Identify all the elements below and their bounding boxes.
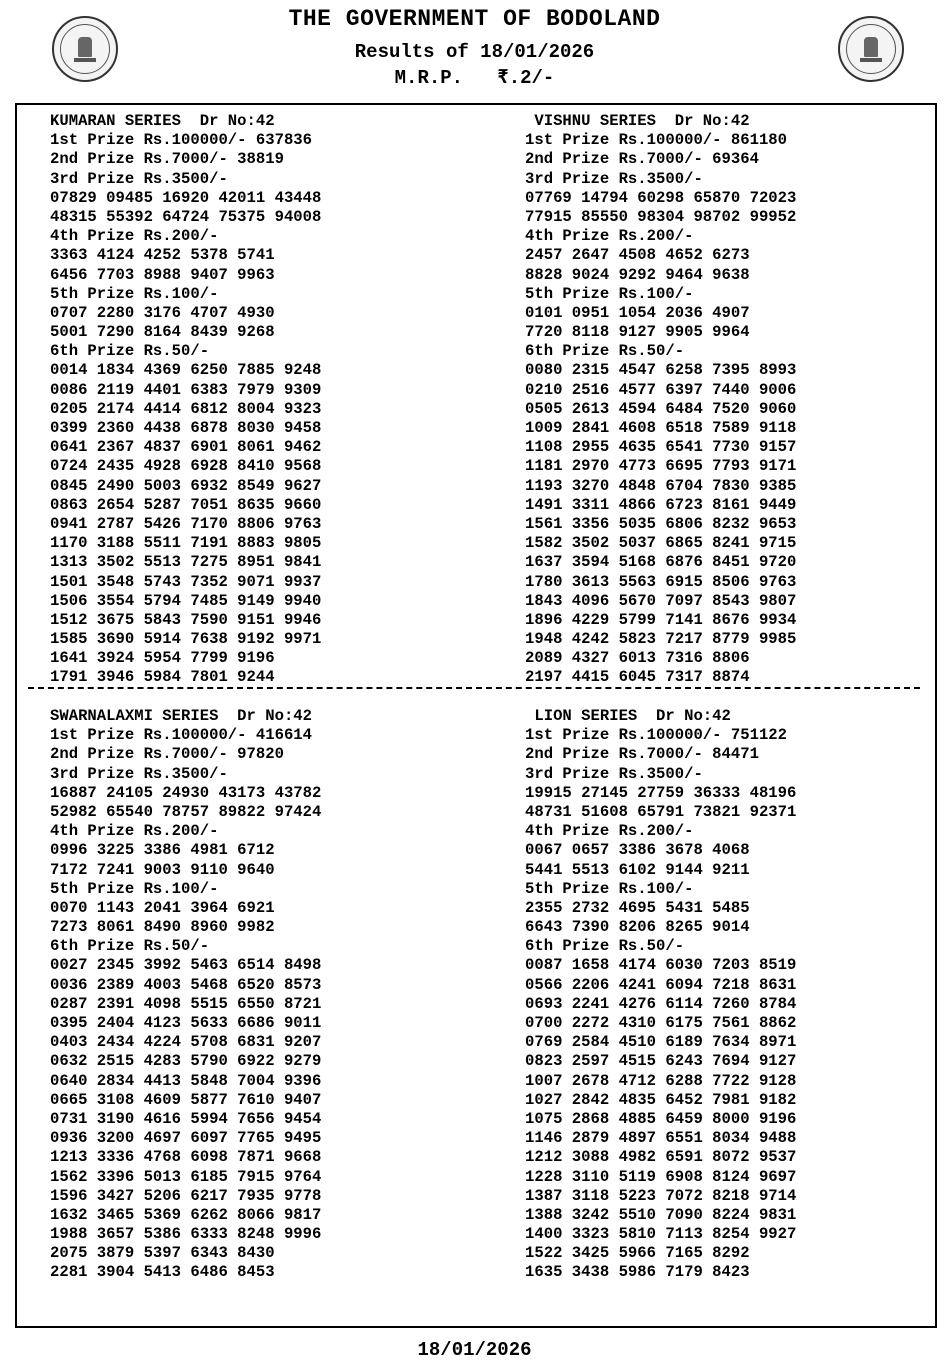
fourth-prize-numbers: 2457 2647 4508 4652 6273	[525, 246, 750, 265]
fourth-prize-numbers: 0996 3225 3386 4981 6712	[50, 841, 275, 860]
fourth-prize-numbers: 6456 7703 8988 9407 9963	[50, 265, 275, 284]
sixth-prize-numbers: 0086 2119 4401 6383 7979 9309	[50, 380, 322, 399]
sixth-prize-numbers: 1313 3502 5513 7275 8951 9841	[50, 553, 322, 572]
sixth-prize-numbers: 1501 3548 5743 7352 9071 9937	[50, 572, 322, 591]
sixth-prize-numbers: 1213 3336 4768 6098 7871 9668	[50, 1148, 322, 1167]
sixth-prize-numbers: 1108 2955 4635 6541 7730 9157	[525, 438, 797, 457]
series-title: LION SERIES Dr No:42	[525, 707, 731, 725]
fifth-prize-numbers: 0101 0951 1054 2036 4907	[525, 303, 750, 322]
sixth-prize-numbers: 0210 2516 4577 6397 7440 9006	[525, 380, 797, 399]
sixth-prize-numbers: 0863 2654 5287 7051 8635 9660	[50, 495, 322, 514]
fourth-prize-numbers: 0067 0657 3386 3678 4068	[525, 841, 750, 860]
sixth-prize-numbers: 1212 3088 4982 6591 8072 9537	[525, 1148, 797, 1167]
third-prize-numbers: 16887 24105 24930 43173 43782	[50, 783, 322, 802]
third-prize-numbers: 07769 14794 60298 65870 72023	[525, 188, 797, 207]
fifth-prize-numbers: 7720 8118 9127 9905 9964	[525, 323, 750, 342]
sixth-prize-numbers: 1193 3270 4848 6704 7830 9385	[525, 476, 797, 495]
sixth-prize-numbers: 1585 3690 5914 7638 9192 9971	[50, 630, 322, 649]
second-prize: 2nd Prize Rs.7000/- 84471	[525, 745, 759, 764]
fourth-prize-numbers: 8828 9024 9292 9464 9638	[525, 265, 750, 284]
first-prize: 1st Prize Rs.100000/- 416614	[50, 726, 313, 745]
sixth-prize-numbers: 1506 3554 5794 7485 9149 9940	[50, 591, 322, 610]
sixth-prize-numbers: 1596 3427 5206 6217 7935 9778	[50, 1186, 322, 1205]
sixth-prize-numbers: 2197 4415 6045 7317 8874	[525, 668, 750, 687]
sixth-prize-numbers: 1561 3356 5035 6806 8232 9653	[525, 514, 797, 533]
second-prize: 2nd Prize Rs.7000/- 38819	[50, 150, 284, 169]
third-prize-numbers: 19915 27145 27759 36333 48196	[525, 783, 797, 802]
sixth-prize-numbers: 0403 2434 4224 5708 6831 9207	[50, 1033, 322, 1052]
sixth-prize-numbers: 1562 3396 5013 6185 7915 9764	[50, 1167, 322, 1186]
sixth-prize-numbers: 0724 2435 4928 6928 8410 9568	[50, 457, 322, 476]
fifth-prize-heading: 5th Prize Rs.100/-	[50, 879, 219, 898]
fifth-prize-heading: 5th Prize Rs.100/-	[525, 284, 694, 303]
first-prize: 1st Prize Rs.100000/- 637836	[50, 131, 313, 150]
sixth-prize-numbers: 1007 2678 4712 6288 7722 9128	[525, 1071, 797, 1090]
sixth-prize-numbers: 0640 2834 4413 5848 7004 9396	[50, 1071, 322, 1090]
sixth-prize-numbers: 0027 2345 3992 5463 6514 8498	[50, 956, 322, 975]
sixth-prize-numbers: 2075 3879 5397 6343 8430	[50, 1244, 275, 1263]
second-prize: 2nd Prize Rs.7000/- 69364	[525, 150, 759, 169]
sixth-prize-numbers: 1075 2868 4885 6459 8000 9196	[525, 1109, 797, 1128]
bodoland-seal-left-icon	[52, 16, 118, 82]
sixth-prize-numbers: 2281 3904 5413 6486 8453	[50, 1263, 275, 1282]
sixth-prize-numbers: 1170 3188 5511 7191 8883 9805	[50, 534, 322, 553]
fourth-prize-heading: 4th Prize Rs.200/-	[50, 822, 219, 841]
sixth-prize-numbers: 0036 2389 4003 5468 6520 8573	[50, 975, 322, 994]
fifth-prize-numbers: 7273 8061 8490 8960 9982	[50, 918, 275, 937]
fifth-prize-heading: 5th Prize Rs.100/-	[50, 284, 219, 303]
sixth-prize-numbers: 0769 2584 4510 6189 7634 8971	[525, 1033, 797, 1052]
sixth-prize-numbers: 0941 2787 5426 7170 8806 9763	[50, 514, 322, 533]
sixth-prize-numbers: 0632 2515 4283 5790 6922 9279	[50, 1052, 322, 1071]
sixth-prize-numbers: 1637 3594 5168 6876 8451 9720	[525, 553, 797, 572]
sixth-prize-numbers: 0641 2367 4837 6901 8061 9462	[50, 438, 322, 457]
sixth-prize-numbers: 1009 2841 4608 6518 7589 9118	[525, 419, 797, 437]
sixth-prize-heading: 6th Prize Rs.50/-	[50, 937, 210, 956]
sixth-prize-numbers: 1632 3465 5369 6262 8066 9817	[50, 1205, 322, 1224]
fifth-prize-numbers: 5001 7290 8164 8439 9268	[50, 323, 275, 342]
sixth-prize-numbers: 1522 3425 5966 7165 8292	[525, 1244, 750, 1263]
third-prize-numbers: 07829 09485 16920 42011 43448	[50, 188, 322, 207]
third-prize-heading: 3rd Prize Rs.3500/-	[525, 169, 703, 188]
series-title: SWARNALAXMI SERIES Dr No:42	[50, 707, 313, 725]
series-title: VISHNU SERIES Dr No:42	[525, 112, 750, 130]
sixth-prize-numbers: 1181 2970 4773 6695 7793 9171	[525, 457, 797, 476]
third-prize-heading: 3rd Prize Rs.3500/-	[525, 764, 703, 783]
fourth-prize-numbers: 5441 5513 6102 9144 9211	[525, 860, 750, 879]
sixth-prize-numbers: 0700 2272 4310 6175 7561 8862	[525, 1014, 797, 1032]
sixth-prize-numbers: 1843 4096 5670 7097 8543 9807	[525, 591, 797, 610]
sixth-prize-heading: 6th Prize Rs.50/-	[50, 342, 210, 361]
fifth-prize-heading: 5th Prize Rs.100/-	[525, 879, 694, 898]
footer-date: 18/01/2026	[417, 1339, 532, 1361]
series-block	[525, 707, 796, 1283]
sixth-prize-numbers: 1896 4229 5799 7141 8676 9934	[525, 610, 797, 629]
sixth-prize-numbers: 0087 1658 4174 6030 7203 8519	[525, 956, 797, 975]
sixth-prize-numbers: 1027 2842 4835 6452 7981 9182	[525, 1090, 797, 1109]
fifth-prize-numbers: 2355 2732 4695 5431 5485	[525, 898, 750, 917]
first-prize: 1st Prize Rs.100000/- 751122	[525, 726, 788, 745]
fourth-prize-numbers: 7172 7241 9003 9110 9640	[50, 860, 275, 879]
sixth-prize-numbers: 1388 3242 5510 7090 8224 9831	[525, 1205, 797, 1224]
sixth-prize-numbers: 0395 2404 4123 5633 6686 9011	[50, 1014, 322, 1032]
sixth-prize-numbers: 0287 2391 4098 5515 6550 8721	[50, 994, 322, 1013]
sixth-prize-numbers: 1641 3924 5954 7799 9196	[50, 649, 275, 668]
sixth-prize-numbers: 0080 2315 4547 6258 7395 8993	[525, 361, 797, 380]
sixth-prize-heading: 6th Prize Rs.50/-	[525, 342, 685, 361]
series-title: KUMARAN SERIES Dr No:42	[50, 112, 275, 130]
page-title: THE GOVERNMENT OF BODOLAND	[288, 6, 661, 32]
third-prize-heading: 3rd Prize Rs.3500/-	[50, 169, 228, 188]
sixth-prize-numbers: 2089 4327 6013 7316 8806	[525, 649, 750, 668]
results-date: Results of 18/01/2026	[354, 41, 595, 63]
fourth-prize-heading: 4th Prize Rs.200/-	[50, 227, 219, 246]
sixth-prize-numbers: 0936 3200 4697 6097 7765 9495	[50, 1129, 322, 1148]
series-block	[50, 707, 321, 1283]
sixth-prize-numbers: 0014 1834 4369 6250 7885 9248	[50, 361, 322, 380]
sixth-prize-numbers: 0566 2206 4241 6094 7218 8631	[525, 975, 797, 994]
sixth-prize-numbers: 0693 2241 4276 6114 7260 8784	[525, 994, 797, 1013]
sixth-prize-numbers: 1988 3657 5386 6333 8248 9996	[50, 1225, 322, 1244]
sixth-prize-numbers: 1582 3502 5037 6865 8241 9715	[525, 534, 797, 553]
section-divider	[28, 687, 920, 689]
sixth-prize-numbers: 0505 2613 4594 6484 7520 9060	[525, 399, 797, 418]
sixth-prize-numbers: 0665 3108 4609 5877 7610 9407	[50, 1090, 322, 1109]
first-prize: 1st Prize Rs.100000/- 861180	[525, 131, 788, 150]
series-block	[525, 112, 796, 688]
fifth-prize-numbers: 0070 1143 2041 3964 6921	[50, 898, 275, 917]
sixth-prize-numbers: 0845 2490 5003 6932 8549 9627	[50, 476, 322, 495]
sixth-prize-numbers: 1387 3118 5223 7072 8218 9714	[525, 1186, 797, 1205]
sixth-prize-numbers: 1228 3110 5119 6908 8124 9697	[525, 1167, 797, 1186]
sixth-prize-numbers: 0399 2360 4438 6878 8030 9458	[50, 419, 322, 437]
third-prize-numbers: 52982 65540 78757 89822 97424	[50, 802, 322, 821]
fifth-prize-numbers: 6643 7390 8206 8265 9014	[525, 918, 750, 937]
sixth-prize-numbers: 1780 3613 5563 6915 8506 9763	[525, 572, 797, 591]
sixth-prize-numbers: 1635 3438 5986 7179 8423	[525, 1263, 750, 1282]
sixth-prize-numbers: 1146 2879 4897 6551 8034 9488	[525, 1129, 797, 1148]
mrp-price: M.R.P. ₹.2/-	[394, 67, 555, 89]
third-prize-numbers: 77915 85550 98304 98702 99952	[525, 207, 797, 226]
sixth-prize-heading: 6th Prize Rs.50/-	[525, 937, 685, 956]
fifth-prize-numbers: 0707 2280 3176 4707 4930	[50, 303, 275, 322]
second-prize: 2nd Prize Rs.7000/- 97820	[50, 745, 284, 764]
sixth-prize-numbers: 1512 3675 5843 7590 9151 9946	[50, 610, 322, 629]
third-prize-numbers: 48315 55392 64724 75375 94008	[50, 207, 322, 226]
third-prize-heading: 3rd Prize Rs.3500/-	[50, 764, 228, 783]
third-prize-numbers: 48731 51608 65791 73821 92371	[525, 802, 797, 821]
sixth-prize-numbers: 1948 4242 5823 7217 8779 9985	[525, 630, 797, 649]
fourth-prize-heading: 4th Prize Rs.200/-	[525, 822, 694, 841]
fourth-prize-heading: 4th Prize Rs.200/-	[525, 227, 694, 246]
sixth-prize-numbers: 1400 3323 5810 7113 8254 9927	[525, 1225, 797, 1244]
sixth-prize-numbers: 0823 2597 4515 6243 7694 9127	[525, 1052, 797, 1071]
bodoland-seal-right-icon	[838, 16, 904, 82]
sixth-prize-numbers: 1491 3311 4866 6723 8161 9449	[525, 495, 797, 514]
series-block	[50, 112, 321, 688]
sixth-prize-numbers: 0731 3190 4616 5994 7656 9454	[50, 1109, 322, 1128]
sixth-prize-numbers: 1791 3946 5984 7801 9244	[50, 668, 275, 687]
sixth-prize-numbers: 0205 2174 4414 6812 8004 9323	[50, 399, 322, 418]
fourth-prize-numbers: 3363 4124 4252 5378 5741	[50, 246, 275, 265]
